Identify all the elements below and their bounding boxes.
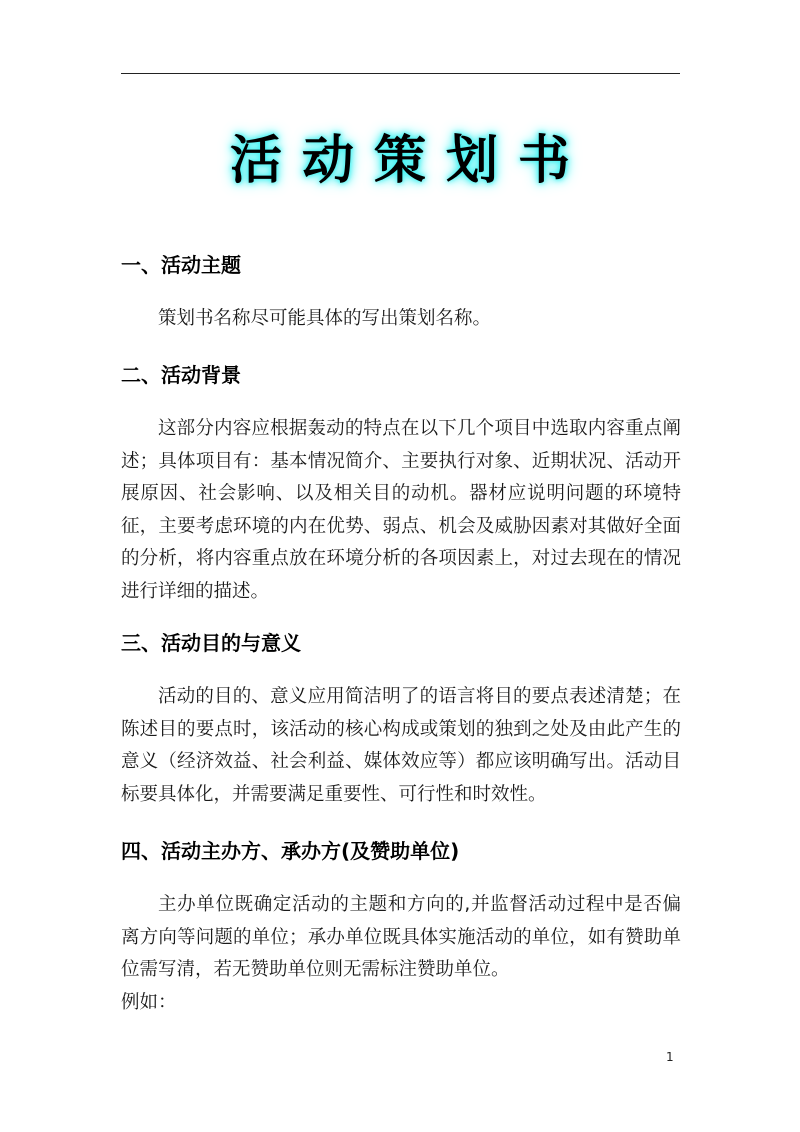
section-heading-organizers: 四、活动主办方、承办方(及赞助单位) <box>121 839 460 863</box>
header-rule <box>121 73 680 74</box>
section-body-theme: 策划书名称尽可能具体的写出策划名称。 <box>158 308 492 329</box>
section-heading-background: 二、活动背景 <box>121 363 241 387</box>
page-number: 1 <box>666 1050 674 1064</box>
example-label: 例如： <box>121 992 177 1013</box>
section-heading-theme: 一、活动主题 <box>121 253 241 277</box>
section-heading-purpose: 三、活动目的与意义 <box>121 631 301 655</box>
document-title: 活动策划书 <box>229 131 590 191</box>
section-body-purpose: 活动的目的、意义应用简洁明了的语言将目的要点表述清楚；在陈述目的要点时，该活动的核心构成或策划的独到之处及由此产生的意义（经济效益、社会利益、媒体效应等）都应该明确写出。活动目标要具体化，并需要满足重要性、可行性和时效性。 <box>121 686 681 805</box>
section-body-background: 这部分内容应根据轰动的特点在以下几个项目中选取内容重点阐述；具体项目有：基本情况简介、主要执行对象、近期状况、活动开展原因、社会影响、以及相关目的动机。器材应说明问题的环境特征，主要考虑环境的内在优势、弱点、机会及威胁因素对其做好全面的分析，将内容重点放在环境分析的各项因素上，对过去现在的情况进行详细的描述。 <box>121 418 681 602</box>
section-body-organizers: 主办单位既确定活动的主题和方向的,并监督活动过程中是否偏离方向等问题的单位；承办单位既具体实施活动的单位，如有赞助单位需写清，若无赞助单位则无需标注赞助单位。 <box>121 894 681 980</box>
